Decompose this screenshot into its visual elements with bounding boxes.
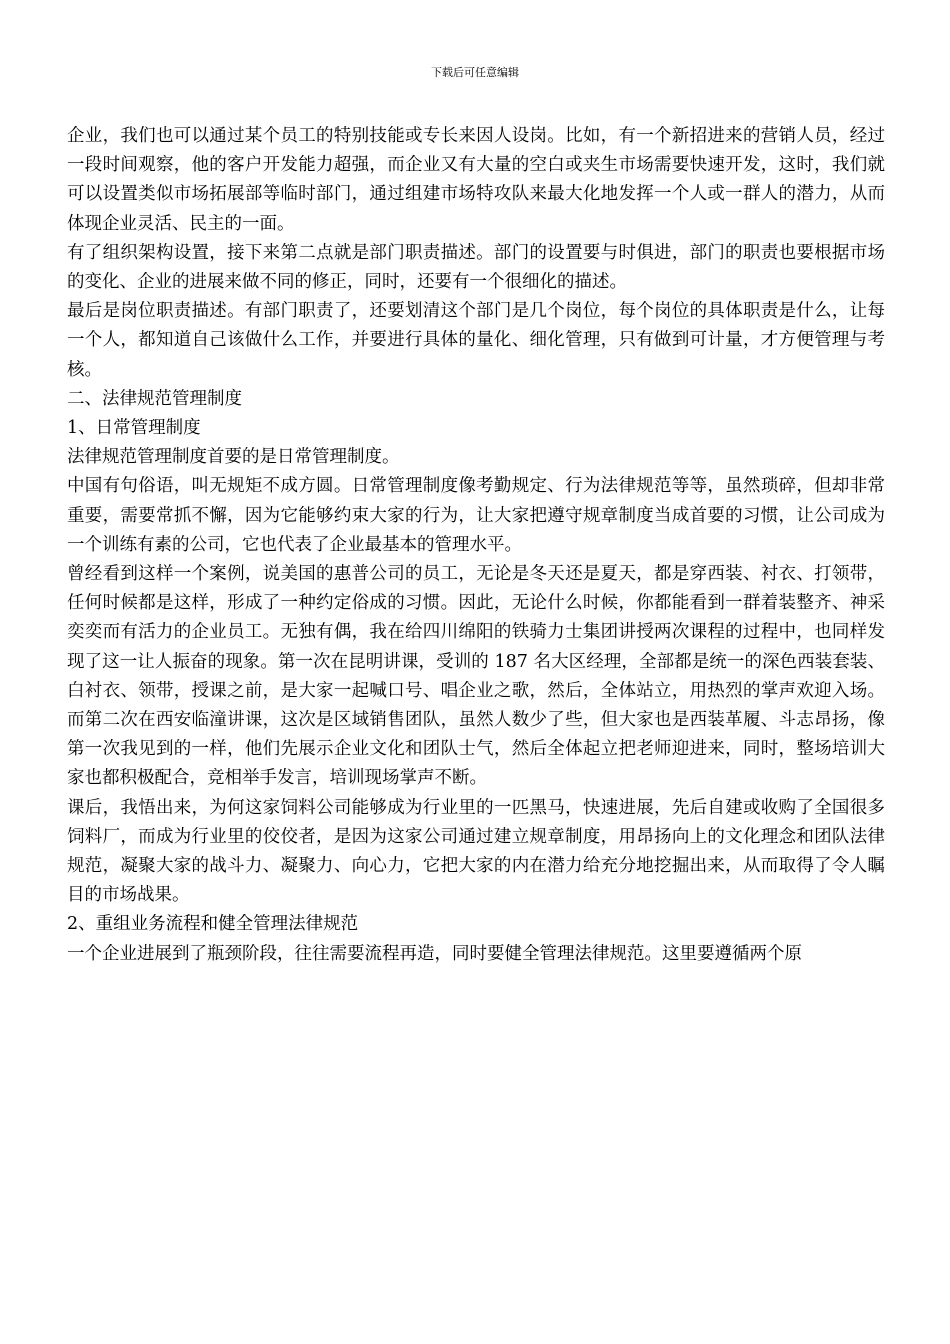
page-header: 下载后可任意编辑 [431, 66, 519, 79]
paragraph: 曾经看到这样一个案例，说美国的惠普公司的员工，无论是冬天还是夏天，都是穿西装、衬衣、打领带，任何时候都是这样，形成了一种约定俗成的习惯。因此，无论什么时候，你都能看到一群着装整齐、神采奕奕而有活力的企业员工。无独有偶，我在给四川绵阳的铁骑力士集团讲授两次课程的过程中，也同样发现了这一让人振奋的现象。第一次在昆明讲课，受训的 187 名大区经理，全部都是统一的深色西装套装、白衬衣、领带，授课之前，是大家一起喊口号、唱企业之歌，然后，全体站立，用热烈的掌声欢迎入场。而第二次在西安临潼讲课，这次是区域销售团队，虽然人数少了些，但大家也是西装革履、斗志昂扬，像第一次我见到的一样，他们先展示企业文化和团队士气，然后全体起立把老师迎进来，同时，整场培训大家也都积极配合，竞相举手发言，培训现场掌声不断。 [67, 564, 885, 789]
subsection-heading: 1、日常管理制度 [67, 418, 201, 439]
paragraph: 课后，我悟出来，为何这家饲料公司能够成为行业里的一匹黑马，快速进展，先后自建或收购了全国很多饲料厂，而成为行业里的佼佼者，是因为这家公司通过建立规章制度，用昂扬向上的文化理念和团队法律规范，凝聚大家的战斗力、凝聚力、向心力，它把大家的内在潜力给充分地挖掘出来，从而取得了令人瞩目的市场战果。 [67, 797, 885, 906]
paragraph: 企业，我们也可以通过某个员工的特别技能或专长来因人设岗。比如，有一个新招进来的营销人员，经过一段时间观察，他的客户开发能力超强，而企业又有大量的空白或夹生市场需要快速开发，这时，我们就可以设置类似市场拓展部等临时部门，通过组建市场特攻队来最大化地发挥一个人或一群人的潜力，从而体现企业灵活、民主的一面。 [67, 126, 885, 234]
paragraph: 中国有句俗语，叫无规矩不成方圆。日常管理制度像考勤规定、行为法律规范等等，虽然琐碎，但却非常重要，需要常抓不懈，因为它能够约束大家的行为，让大家把遵守规章制度当成首要的习惯，让公司成为一个训练有素的公司，它也代表了企业最基本的管理水平。 [67, 476, 885, 555]
paragraph: 一个企业进展到了瓶颈阶段，往往需要流程再造，同时要健全管理法律规范。这里要遵循两个原 [67, 943, 802, 964]
paragraph: 法律规范管理制度首要的是日常管理制度。 [67, 447, 400, 468]
document-body [67, 122, 885, 969]
subsection-heading: 2、重组业务流程和健全管理法律规范 [67, 914, 359, 935]
paragraph: 最后是岗位职责描述。有部门职责了，还要划清这个部门是几个岗位，每个岗位的具体职责是什么，让每一个人，都知道自己该做什么工作，并要进行具体的量化、细化管理，只有做到可计量，才方便管理与考核。 [67, 301, 885, 380]
section-heading: 二、法律规范管理制度 [67, 388, 242, 409]
paragraph: 有了组织架构设置，接下来第二点就是部门职责描述。部门的设置要与时俱进，部门的职责也要根据市场的变化、企业的进展来做不同的修正，同时，还要有一个很细化的描述。 [67, 242, 885, 293]
